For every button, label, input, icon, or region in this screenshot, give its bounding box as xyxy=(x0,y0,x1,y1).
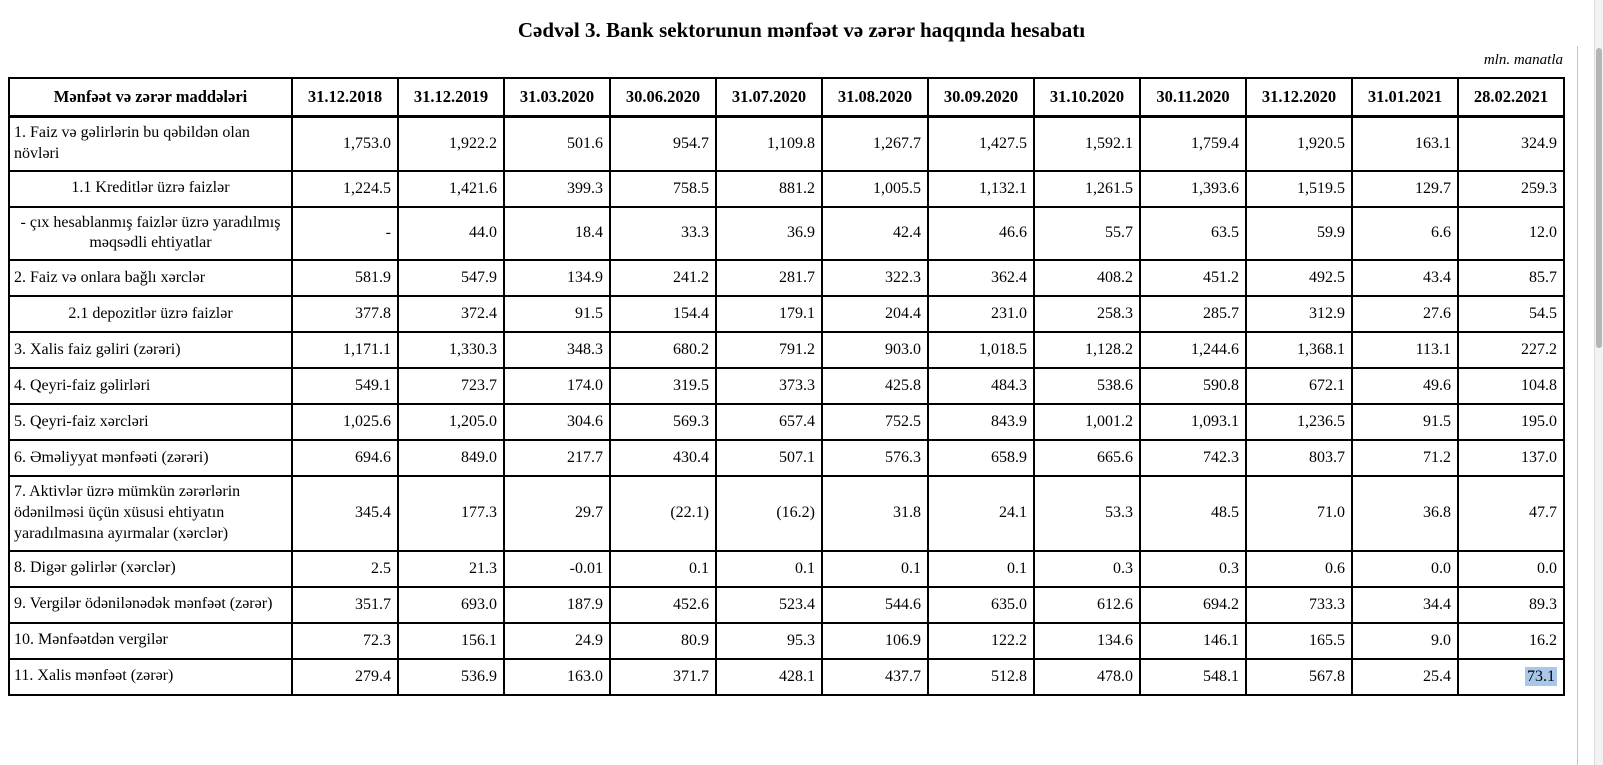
cell-value: 371.7 xyxy=(610,659,716,695)
highlighted-value: 73.1 xyxy=(1527,667,1555,685)
cell-value: 1,132.1 xyxy=(928,171,1034,207)
cell-value: 849.0 xyxy=(398,440,504,476)
cell-value: 24.9 xyxy=(504,623,610,659)
cell-value: 44.0 xyxy=(398,207,504,261)
cell-value: 1,093.1 xyxy=(1140,404,1246,440)
date-column-header: 31.03.2020 xyxy=(504,78,610,117)
cell-value: 0.1 xyxy=(610,551,716,587)
cell-value: 312.9 xyxy=(1246,296,1352,332)
cell-value: 204.4 xyxy=(822,296,928,332)
cell-value: 451.2 xyxy=(1140,260,1246,296)
cell-value: 21.3 xyxy=(398,551,504,587)
cell-value: 1,001.2 xyxy=(1034,404,1140,440)
row-label: 2.1 depozitlər üzrə faizlər xyxy=(9,296,292,332)
cell-value: 36.8 xyxy=(1352,476,1458,550)
cell-value: 492.5 xyxy=(1246,260,1352,296)
cell-value: 54.5 xyxy=(1458,296,1564,332)
cell-value: 548.1 xyxy=(1140,659,1246,695)
table-row xyxy=(9,659,1564,695)
date-column-header: 31.12.2018 xyxy=(292,78,398,117)
cell-value: 134.9 xyxy=(504,260,610,296)
cell-value: 658.9 xyxy=(928,440,1034,476)
row-label: 1. Faiz və gəlirlərin bu qəbildən olan növləri xyxy=(9,117,292,171)
cell-value: 1,128.2 xyxy=(1034,332,1140,368)
cell-value: 569.3 xyxy=(610,404,716,440)
cell-value: 428.1 xyxy=(716,659,822,695)
row-label: 5. Qeyri-faiz xərcləri xyxy=(9,404,292,440)
date-column-header: 31.12.2019 xyxy=(398,78,504,117)
cell-value: 665.6 xyxy=(1034,440,1140,476)
cell-value: 6.6 xyxy=(1352,207,1458,261)
cell-value: (22.1) xyxy=(610,476,716,550)
cell-value: 843.9 xyxy=(928,404,1034,440)
cell-value: 165.5 xyxy=(1246,623,1352,659)
cell-value: - xyxy=(292,207,398,261)
cell-value: 758.5 xyxy=(610,171,716,207)
cell-value: 154.4 xyxy=(610,296,716,332)
cell-value: 742.3 xyxy=(1140,440,1246,476)
cell-value: 53.3 xyxy=(1034,476,1140,550)
cell-value: (16.2) xyxy=(716,476,822,550)
cell-value: 281.7 xyxy=(716,260,822,296)
cell-value: 425.8 xyxy=(822,368,928,404)
date-column-header: 31.08.2020 xyxy=(822,78,928,117)
row-label: 3. Xalis faiz gəliri (zərəri) xyxy=(9,332,292,368)
cell-value: 1,922.2 xyxy=(398,117,504,171)
table-row xyxy=(9,551,1564,587)
cell-value: 1,368.1 xyxy=(1246,332,1352,368)
table-row xyxy=(9,332,1564,368)
cell-value: 657.4 xyxy=(716,404,822,440)
table-row xyxy=(9,207,1564,261)
cell-value: 122.2 xyxy=(928,623,1034,659)
cell-value: 85.7 xyxy=(1458,260,1564,296)
date-column-header: 31.12.2020 xyxy=(1246,78,1352,117)
cell-value: 231.0 xyxy=(928,296,1034,332)
cell-value: 285.7 xyxy=(1140,296,1246,332)
cell-value: 258.3 xyxy=(1034,296,1140,332)
table-row xyxy=(9,440,1564,476)
cell-value: 59.9 xyxy=(1246,207,1352,261)
table-row xyxy=(9,368,1564,404)
row-label: 1.1 Kreditlər üzrə faizlər xyxy=(9,171,292,207)
cell-value: 47.7 xyxy=(1458,476,1564,550)
cell-value: 104.8 xyxy=(1458,368,1564,404)
cell-value: 72.3 xyxy=(292,623,398,659)
cell-value: 733.3 xyxy=(1246,587,1352,623)
cell-value: 163.1 xyxy=(1352,117,1458,171)
cell-value: 163.0 xyxy=(504,659,610,695)
table-row xyxy=(9,260,1564,296)
cell-value: 29.7 xyxy=(504,476,610,550)
date-column-header: 30.06.2020 xyxy=(610,78,716,117)
row-label: 11. Xalis mənfəət (zərər) xyxy=(9,659,292,695)
cell-value: 113.1 xyxy=(1352,332,1458,368)
cell-value: 1,592.1 xyxy=(1034,117,1140,171)
cell-value: 612.6 xyxy=(1034,587,1140,623)
cell-value: -0.01 xyxy=(504,551,610,587)
cell-value: 1,171.1 xyxy=(292,332,398,368)
cell-value: 217.7 xyxy=(504,440,610,476)
cell-value: 91.5 xyxy=(504,296,610,332)
row-label: - çıx hesablanmış faizlər üzrə yaradılmış məqsədli ehtiyatlar xyxy=(9,207,292,261)
cell-value: 1,224.5 xyxy=(292,171,398,207)
cell-value xyxy=(1458,659,1564,695)
table-row xyxy=(9,171,1564,207)
cell-value: 1,267.7 xyxy=(822,117,928,171)
cell-value: 49.6 xyxy=(1352,368,1458,404)
cell-value: 1,005.5 xyxy=(822,171,928,207)
cell-value: 1,393.6 xyxy=(1140,171,1246,207)
cell-value: 512.8 xyxy=(928,659,1034,695)
cell-value: 362.4 xyxy=(928,260,1034,296)
cell-value: 33.3 xyxy=(610,207,716,261)
cell-value: 752.5 xyxy=(822,404,928,440)
cell-value: 547.9 xyxy=(398,260,504,296)
cell-value: 241.2 xyxy=(610,260,716,296)
cell-value: 0.1 xyxy=(822,551,928,587)
scrollbar-track[interactable] xyxy=(1594,0,1603,765)
row-label: 6. Əməliyyat mənfəəti (zərəri) xyxy=(9,440,292,476)
cell-value: 146.1 xyxy=(1140,623,1246,659)
row-label: 8. Digər gəlirlər (xərclər) xyxy=(9,551,292,587)
cell-value: 501.6 xyxy=(504,117,610,171)
row-label: 4. Qeyri-faiz gəlirləri xyxy=(9,368,292,404)
cell-value: 1,025.6 xyxy=(292,404,398,440)
cell-value: 694.6 xyxy=(292,440,398,476)
items-column-header: Mənfəət və zərər maddələri xyxy=(9,78,292,117)
cell-value: 408.2 xyxy=(1034,260,1140,296)
cell-value: 680.2 xyxy=(610,332,716,368)
cell-value: 0.1 xyxy=(716,551,822,587)
cell-value: 1,920.5 xyxy=(1246,117,1352,171)
date-column-header: 31.10.2020 xyxy=(1034,78,1140,117)
cell-value: 34.4 xyxy=(1352,587,1458,623)
row-label: 10. Mənfəətdən vergilər xyxy=(9,623,292,659)
cell-value: 1,109.8 xyxy=(716,117,822,171)
cell-value: 324.9 xyxy=(1458,117,1564,171)
page-title: Cədvəl 3. Bank sektorunun mənfəət və zərər haqqında hesabatı xyxy=(517,18,1086,42)
table-row xyxy=(9,623,1564,659)
cell-value: 24.1 xyxy=(928,476,1034,550)
date-column-header: 28.02.2021 xyxy=(1458,78,1564,117)
table-row xyxy=(9,587,1564,623)
cell-value: 1,421.6 xyxy=(398,171,504,207)
cell-value: 538.6 xyxy=(1034,368,1140,404)
cell-value: 549.1 xyxy=(292,368,398,404)
cell-value: 71.2 xyxy=(1352,440,1458,476)
table-row xyxy=(9,117,1564,171)
cell-value: 46.6 xyxy=(928,207,1034,261)
cell-value: 507.1 xyxy=(716,440,822,476)
cell-value: 0.6 xyxy=(1246,551,1352,587)
cell-value: 567.8 xyxy=(1246,659,1352,695)
cell-value: 319.5 xyxy=(610,368,716,404)
cell-value: 95.3 xyxy=(716,623,822,659)
cell-value: 536.9 xyxy=(398,659,504,695)
row-label: 9. Vergilər ödənilənədək mənfəət (zərər) xyxy=(9,587,292,623)
cell-value: 80.9 xyxy=(610,623,716,659)
cell-value: 63.5 xyxy=(1140,207,1246,261)
cell-value: 372.4 xyxy=(398,296,504,332)
cell-value: 129.7 xyxy=(1352,171,1458,207)
cell-value: 106.9 xyxy=(822,623,928,659)
cell-value: 791.2 xyxy=(716,332,822,368)
table-row xyxy=(9,296,1564,332)
unit-note: mln. manatla xyxy=(1483,52,1563,68)
table-row xyxy=(9,404,1564,440)
row-label: 7. Aktivlər üzrə mümkün zərərlərin ödənilməsi üçün xüsusi ehtiyatın yaradılmasına ayırmalar (xərclər) xyxy=(9,476,292,550)
cell-value: 1,427.5 xyxy=(928,117,1034,171)
cell-value: 1,330.3 xyxy=(398,332,504,368)
cell-value: 36.9 xyxy=(716,207,822,261)
cell-value: 903.0 xyxy=(822,332,928,368)
cell-value: 351.7 xyxy=(292,587,398,623)
cell-value: 31.8 xyxy=(822,476,928,550)
date-column-header: 31.01.2021 xyxy=(1352,78,1458,117)
cell-value: 348.3 xyxy=(504,332,610,368)
cell-value: 16.2 xyxy=(1458,623,1564,659)
cell-value: 430.4 xyxy=(610,440,716,476)
cell-value: 0.0 xyxy=(1352,551,1458,587)
date-column-header: 31.07.2020 xyxy=(716,78,822,117)
date-column-header: 30.11.2020 xyxy=(1140,78,1246,117)
cell-value: 134.6 xyxy=(1034,623,1140,659)
cell-value: 803.7 xyxy=(1246,440,1352,476)
cell-value: 1,519.5 xyxy=(1246,171,1352,207)
cell-value: 137.0 xyxy=(1458,440,1564,476)
row-label: 2. Faiz və onlara bağlı xərclər xyxy=(9,260,292,296)
cell-value: 345.4 xyxy=(292,476,398,550)
cell-value: 0.0 xyxy=(1458,551,1564,587)
cell-value: 177.3 xyxy=(398,476,504,550)
cell-value: 27.6 xyxy=(1352,296,1458,332)
cell-value: 187.9 xyxy=(504,587,610,623)
cell-value: 18.4 xyxy=(504,207,610,261)
cell-value: 71.0 xyxy=(1246,476,1352,550)
date-column-header: 30.09.2020 xyxy=(928,78,1034,117)
cell-value: 89.3 xyxy=(1458,587,1564,623)
cell-value: 693.0 xyxy=(398,587,504,623)
cell-value: 1,753.0 xyxy=(292,117,398,171)
cell-value: 452.6 xyxy=(610,587,716,623)
cell-value: 1,759.4 xyxy=(1140,117,1246,171)
page-edge-line xyxy=(1577,46,1578,765)
cell-value: 42.4 xyxy=(822,207,928,261)
cell-value: 0.1 xyxy=(928,551,1034,587)
cell-value: 9.0 xyxy=(1352,623,1458,659)
cell-value: 2.5 xyxy=(292,551,398,587)
cell-value: 437.7 xyxy=(822,659,928,695)
cell-value: 590.8 xyxy=(1140,368,1246,404)
cell-value: 174.0 xyxy=(504,368,610,404)
cell-value: 881.2 xyxy=(716,171,822,207)
cell-value: 544.6 xyxy=(822,587,928,623)
cell-value: 0.3 xyxy=(1034,551,1140,587)
cell-value: 694.2 xyxy=(1140,587,1246,623)
cell-value: 43.4 xyxy=(1352,260,1458,296)
cell-value: 1,205.0 xyxy=(398,404,504,440)
cell-value: 478.0 xyxy=(1034,659,1140,695)
cell-value: 48.5 xyxy=(1140,476,1246,550)
cell-value: 195.0 xyxy=(1458,404,1564,440)
cell-value: 399.3 xyxy=(504,171,610,207)
cell-value: 484.3 xyxy=(928,368,1034,404)
cell-value: 304.6 xyxy=(504,404,610,440)
cell-value: 581.9 xyxy=(292,260,398,296)
table-body xyxy=(9,117,1564,695)
cell-value: 1,244.6 xyxy=(1140,332,1246,368)
cell-value: 91.5 xyxy=(1352,404,1458,440)
cell-value: 1,261.5 xyxy=(1034,171,1140,207)
cell-value: 672.1 xyxy=(1246,368,1352,404)
cell-value: 635.0 xyxy=(928,587,1034,623)
cell-value: 377.8 xyxy=(292,296,398,332)
cell-value: 723.7 xyxy=(398,368,504,404)
cell-value: 373.3 xyxy=(716,368,822,404)
cell-value: 12.0 xyxy=(1458,207,1564,261)
cell-value: 179.1 xyxy=(716,296,822,332)
cell-value: 227.2 xyxy=(1458,332,1564,368)
cell-value: 279.4 xyxy=(292,659,398,695)
scrollbar-thumb[interactable] xyxy=(1596,48,1602,348)
cell-value: 1,018.5 xyxy=(928,332,1034,368)
cell-value: 523.4 xyxy=(716,587,822,623)
cell-value: 0.3 xyxy=(1140,551,1246,587)
cell-value: 25.4 xyxy=(1352,659,1458,695)
profit-loss-table xyxy=(8,77,1565,696)
cell-value: 322.3 xyxy=(822,260,928,296)
cell-value: 259.3 xyxy=(1458,171,1564,207)
table-row xyxy=(9,476,1564,550)
cell-value: 1,236.5 xyxy=(1246,404,1352,440)
cell-value: 954.7 xyxy=(610,117,716,171)
cell-value: 576.3 xyxy=(822,440,928,476)
cell-value: 55.7 xyxy=(1034,207,1140,261)
table-header-row xyxy=(9,78,1564,117)
cell-value: 156.1 xyxy=(398,623,504,659)
